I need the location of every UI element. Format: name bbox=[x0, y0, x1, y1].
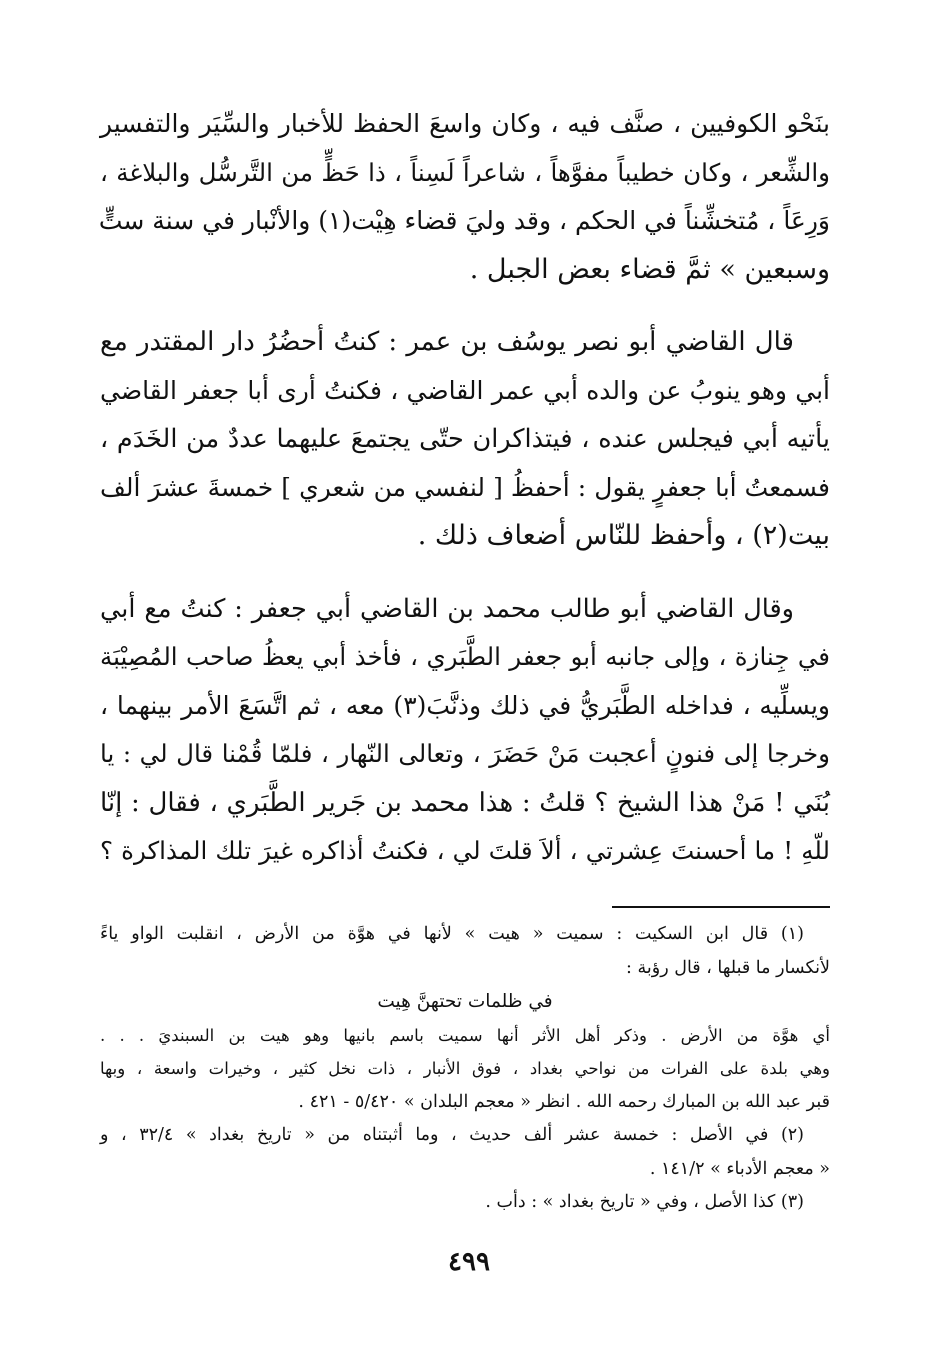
text-line: فسمعتُ أبا جعفرٍ يقول : أحفظُ [ لنفسي من شعري ] خمسةَ عشرَ ألف bbox=[100, 472, 830, 502]
text-line: قال القاضي أبو نصر يوسُف بن عمر : كنتُ أحضُرُ دار المقتدر مع bbox=[100, 327, 794, 357]
text-line: وسبعين » ثمَّ قضاء بعض الجبل . bbox=[469, 253, 830, 285]
paragraph-3 bbox=[100, 585, 830, 876]
text-line: بنَحْو الكوفيين ، صنَّف فيه ، وكان واسعَ الحفظ للأخبار والسِّيَر والتفسير bbox=[100, 109, 830, 138]
paragraph-1 bbox=[100, 100, 830, 294]
footnote-line: (١) قال ابن السكيت : سميت « هيت » لأنها في هوَّة من الأرض ، انقلبت الواو ياءً bbox=[100, 924, 804, 944]
text-line: بُنَي ! مَنْ هذا الشيخ ؟ قلتُ : هذا محمد بن جَرير الطَّبَري ، فقال : إنّا bbox=[100, 787, 830, 818]
text-line: وخرجا إلى فنونٍ أعجبت مَنْ حَضَرَ ، وتعالى النّهار ، فلمّا قُمْنا قال لي : يا bbox=[100, 739, 830, 768]
footnote-verse: في ظلمات تحتهنَّ هِيت bbox=[377, 991, 553, 1012]
footnote-separator bbox=[612, 906, 830, 908]
text-line: يأتيه أبي فيجلس عنده ، فيتذاكران حتّى يجتمعَ عليهما عددٌ من الخَدَم ، bbox=[100, 424, 830, 454]
page-number: ٤٩٩ bbox=[448, 1247, 490, 1277]
text-line: للّهِ ! ما أحسنتَ عِشرتي ، ألاَ قلتَ لي ، فكنتُ أذاكره غيرَ تلك المذاكرة ؟ bbox=[100, 836, 830, 865]
footnotes bbox=[100, 918, 830, 1220]
text-line: وَرِعَاً ، مُتخشِّناً في الحكم ، وقد وليَ قضاء هِيْت(١) والأنْبار في سنة ستٍّ bbox=[98, 206, 830, 235]
footnote-line: (٢) في الأصل : خمسة عشر ألف حديث ، وما أثبتناه من « تاريخ بغداد » ٣٢/٤ ، و bbox=[100, 1125, 804, 1145]
footnote-line: « معجم الأدباء » ١٤١/٢ . bbox=[649, 1158, 830, 1179]
text-line: والشِّعر ، وكان خطيباً مفوَّهاً ، شاعراً لَسِناً ، ذا حَظٍّ من التَّرسُّل والبلاغة ، bbox=[100, 157, 830, 187]
text-line: في جِنازة ، وإلى جانبه أبو جعفر الطَّبَري ، فأخذ أبي يعظُ صاحب المُصِيْبَة bbox=[100, 642, 830, 671]
footnote-line: (٣) كذا الأصل ، وفي « تاريخ بغداد » : دأب . bbox=[485, 1192, 804, 1212]
text-line: أبي وهو ينوبُ عن والده أبي عمر القاضي ، فكنتُ أرى أبا جعفر القاضي bbox=[100, 375, 830, 405]
text-line: ويسلِّيه ، فداخله الطَّبَريُّ في ذلك وذنَّبَ(٣) معه ، ثم اتَّسَعَ الأمر بينهما ، bbox=[100, 690, 830, 720]
text-line: وقال القاضي أبو طالب محمد بن القاضي أبي جعفر : كنتُ مع أبي bbox=[100, 593, 794, 624]
text-line: بيت(٢) ، وأحفظ للنّاس أضعاف ذلك . bbox=[417, 520, 830, 551]
footnote-line: لأنكسار ما قبلها ، قال رؤبة : bbox=[626, 957, 830, 978]
main-text bbox=[100, 100, 830, 900]
paragraph-2 bbox=[100, 318, 830, 561]
footnote-line: وهي بلدة على الفرات من نواحي بغداد ، فوق الأنبار ، ذات نخل كثير ، وخيرات واسعة ، وبها bbox=[100, 1059, 830, 1078]
footnote-line: أي هوَّة من الأرض . وذكر أهل الأثر أنها سميت باسم بانيها وهو هيت بن السبنديَ . . . bbox=[100, 1025, 830, 1045]
footnote-line: قبر عبد الله بن المبارك رحمه الله . انظر « معجم البلدان » ٥/٤٢٠ - ٤٢١ . bbox=[298, 1091, 830, 1112]
